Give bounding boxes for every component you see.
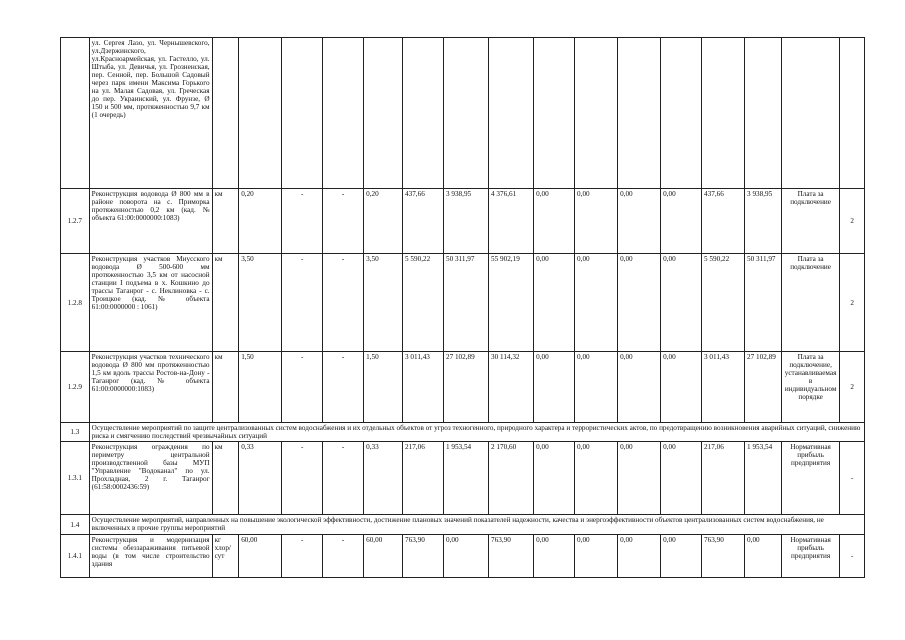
cell-v7 (489, 38, 534, 189)
cell-v10: 0,00 (618, 442, 661, 515)
cell-v12: 437,66 (702, 189, 745, 254)
cell-v9: 0,00 (575, 535, 618, 578)
table-row (61, 515, 865, 535)
cell-v2 (282, 38, 323, 189)
cell-v12: 3 011,43 (702, 352, 745, 423)
cell-v8: 0,00 (534, 254, 575, 352)
cell-v10: 0,00 (618, 189, 661, 254)
cell-v13: 1 953,54 (745, 442, 782, 515)
cell-v10: 0,00 (618, 254, 661, 352)
row-code: 1.3.1 (61, 442, 90, 515)
cell-v4: 60,00 (364, 535, 403, 578)
row-description: ул. Сергея Лазо, ул. Чернышевского, ул.Дзержинского, ул.Красноармейская, ул. Гастелло, ул. Штыба, ул. Девичья, ул. Грозненская, пер. Сенной, пер. Большой Садовый через парк имени Максима Горького на ул. Малая Садовая, ул. Греческая до пер. Украинский, ул. Фрунзе, Ø 150 и 500 мм, протяженностью 9,7 км (1 очередь) (89, 38, 212, 189)
table-row (61, 254, 865, 352)
row-code: 1.2.7 (61, 189, 90, 254)
cell-v7: 30 114,32 (489, 352, 534, 423)
row-description: Реконструкция ограждения по периметру центральной производственной базы МУП "Управление "Водоканал" по ул. Прохладная, 2 г. Таганрог (61:58:0002436:59) (89, 442, 212, 515)
row-description: Реконструкция участков технического водовода Ø 800 мм протяженностью 1,5 км вдоль трассы Ростов-на-Дону - Таганрог (кад. № объекта 61:00:0000000:1083) (89, 352, 212, 423)
cell-unit: км (212, 189, 239, 254)
cell-v2: - (282, 352, 323, 423)
cell-v2: - (282, 535, 323, 578)
row-description: Реконструкция и модернизация системы обеззараживания питьевой воды (в том числе строительство здания (89, 535, 212, 578)
cell-v11: 0,00 (661, 189, 702, 254)
section-heading: Осуществление мероприятий по защите централизованных систем водоснабжения и их отдельных объектов от угроз техногенного, природного характера и террористических актов, по предотвращению возникновения аварийных ситуаций, снижению риска и смягчению последствий чрезвычайных ситуаций (89, 423, 864, 442)
cell-v12 (702, 38, 745, 189)
row-code: 1.2.8 (61, 254, 90, 352)
row-code: 1.2.9 (61, 352, 90, 423)
cell-last: - (840, 535, 865, 578)
cell-v10: 0,00 (618, 352, 661, 423)
table-row (61, 442, 865, 515)
cell-v14: Плата за подключение (781, 254, 839, 352)
cell-v3: - (323, 535, 364, 578)
row-code: 1.4 (61, 515, 90, 535)
cell-v13: 3 938,95 (745, 189, 782, 254)
cell-v9: 0,00 (575, 254, 618, 352)
cell-v5: 3 011,43 (403, 352, 444, 423)
cell-v7: 2 170,60 (489, 442, 534, 515)
cell-v3: - (323, 189, 364, 254)
cell-v5: 437,66 (403, 189, 444, 254)
cell-v5: 763,90 (403, 535, 444, 578)
cell-v8 (534, 38, 575, 189)
cell-v10: 0,00 (618, 535, 661, 578)
cell-last (840, 38, 865, 189)
cell-v11: 0,00 (661, 352, 702, 423)
row-code: 1.4.1 (61, 535, 90, 578)
table-row (61, 38, 865, 189)
cell-v1: 0,20 (239, 189, 282, 254)
cell-v4: 1,50 (364, 352, 403, 423)
cell-last: 2 (840, 189, 865, 254)
cell-v13 (745, 38, 782, 189)
row-description: Реконструкция участков Миусского водовода Ø 500-600 мм протяженностью 3,5 км от насосной станции I подъема в х. Кошкино до трассы Таганрог - с. Неклиновка - с. Троицкое (кад. № объекта 61:00:0000000 : 1061) (89, 254, 212, 352)
cell-unit: км (212, 352, 239, 423)
cell-v11: 0,00 (661, 254, 702, 352)
cell-v2: - (282, 189, 323, 254)
cell-v14: Нормативная прибыль предприятия (781, 535, 839, 578)
cell-unit: км (212, 442, 239, 515)
cell-v9 (575, 38, 618, 189)
cell-v3: - (323, 352, 364, 423)
cell-v14: Плата за подключение (781, 189, 839, 254)
cell-last: - (840, 442, 865, 515)
cell-v11: 0,00 (661, 442, 702, 515)
cell-v13: 50 311,97 (745, 254, 782, 352)
table-row (61, 535, 865, 578)
cell-v3: - (323, 442, 364, 515)
row-code (61, 38, 90, 189)
table-row (61, 352, 865, 423)
cell-v7: 4 376,61 (489, 189, 534, 254)
cell-v12: 5 590,22 (702, 254, 745, 352)
cell-v7: 55 902,19 (489, 254, 534, 352)
cell-v11 (661, 38, 702, 189)
cell-v8: 0,00 (534, 352, 575, 423)
cell-v4: 3,50 (364, 254, 403, 352)
cell-v3: - (323, 254, 364, 352)
cell-v3 (323, 38, 364, 189)
cell-v1: 1,50 (239, 352, 282, 423)
cell-v6: 3 938,95 (443, 189, 488, 254)
cell-v8: 0,00 (534, 535, 575, 578)
cell-v5 (403, 38, 444, 189)
cell-v5: 217,06 (403, 442, 444, 515)
cell-unit: кг хлор/сут (212, 535, 239, 578)
cell-v9: 0,00 (575, 442, 618, 515)
cell-v14: Плата за подключение, устанавливаемая в индивидуальном порядке (781, 352, 839, 423)
cell-v14: Нормативная прибыль предприятия (781, 442, 839, 515)
cell-v12: 763,90 (702, 535, 745, 578)
cell-v10 (618, 38, 661, 189)
row-description: Реконструкция водовода Ø 800 мм в районе поворота на с. Приморка протяженностью 0,2 км (кад. № объекта 61:00:0000000:1083) (89, 189, 212, 254)
cell-v9: 0,00 (575, 189, 618, 254)
cell-v8: 0,00 (534, 189, 575, 254)
cell-v1: 60,00 (239, 535, 282, 578)
cell-unit: км (212, 254, 239, 352)
cell-v13: 27 102,89 (745, 352, 782, 423)
table-row (61, 423, 865, 442)
document-sheet (60, 37, 865, 593)
cell-v14 (781, 38, 839, 189)
cell-v13: 0,00 (745, 535, 782, 578)
cell-v6: 0,00 (443, 535, 488, 578)
investment-table (60, 37, 865, 578)
cell-v7: 763,90 (489, 535, 534, 578)
row-code: 1.3 (61, 423, 90, 442)
cell-v1: 0,33 (239, 442, 282, 515)
cell-v12: 217,06 (702, 442, 745, 515)
cell-v4: 0,20 (364, 189, 403, 254)
cell-v4 (364, 38, 403, 189)
cell-v6 (443, 38, 488, 189)
table-row (61, 189, 865, 254)
cell-v1 (239, 38, 282, 189)
cell-v6: 50 311,97 (443, 254, 488, 352)
section-heading: Осуществление мероприятий, направленных на повышение экологической эффективности, достижение плановых значений показателей надежности, качества и энергоэффективности объектов централизованных систем водоснабжения, не включенных в прочие группы мероприятий (89, 515, 864, 535)
cell-v6: 27 102,89 (443, 352, 488, 423)
cell-v11: 0,00 (661, 535, 702, 578)
cell-v8: 0,00 (534, 442, 575, 515)
cell-v2: - (282, 442, 323, 515)
cell-last: 2 (840, 254, 865, 352)
cell-v9: 0,00 (575, 352, 618, 423)
cell-v4: 0,33 (364, 442, 403, 515)
cell-v5: 5 590,22 (403, 254, 444, 352)
cell-v6: 1 953,54 (443, 442, 488, 515)
cell-unit (212, 38, 239, 189)
cell-v1: 3,50 (239, 254, 282, 352)
cell-v2: - (282, 254, 323, 352)
cell-last: 2 (840, 352, 865, 423)
